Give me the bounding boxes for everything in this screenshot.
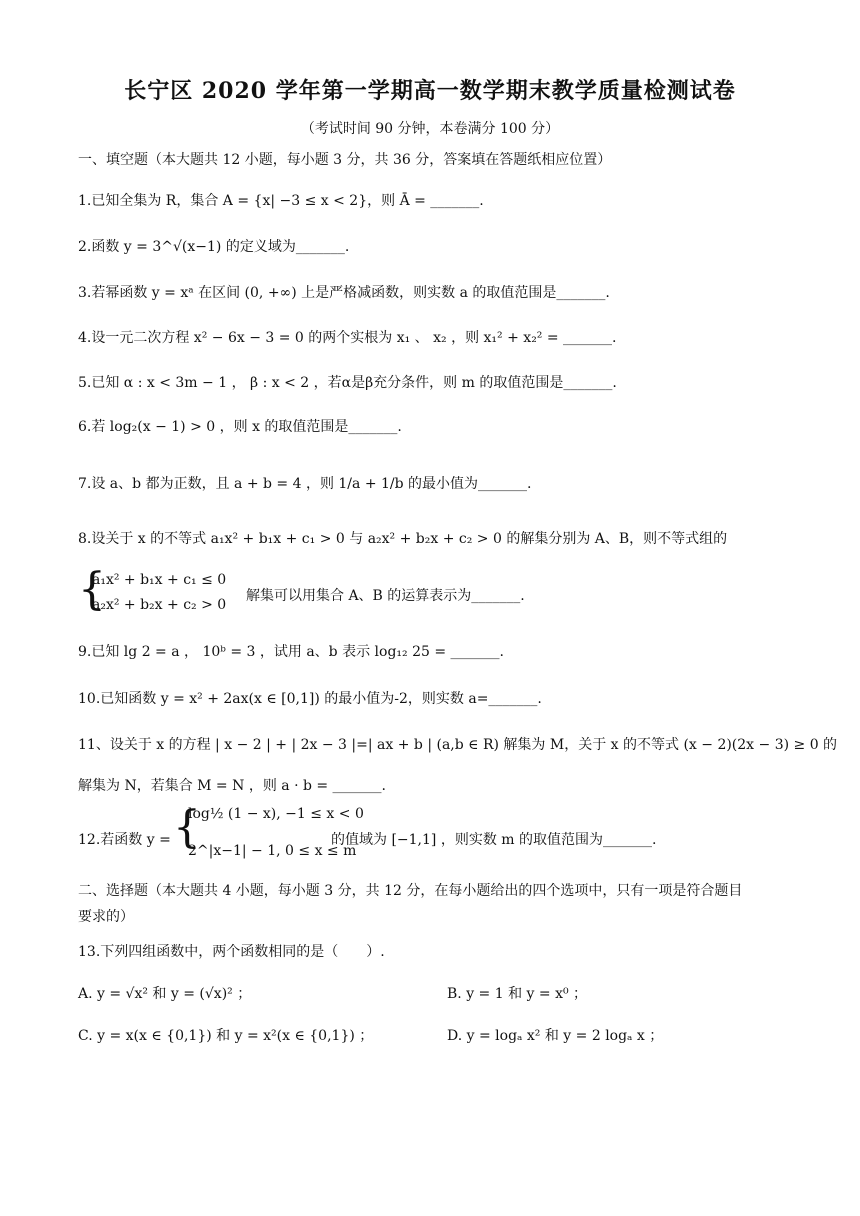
- question-8-tail: 解集可以用集合 A、B 的运算表示为_______.: [246, 588, 525, 604]
- option-a: A. y = √x² 和 y = (√x)² ；: [78, 986, 252, 1002]
- question-12-head: 12.若函数 y =: [78, 832, 171, 848]
- question-9: 9.已知 lg 2 = a ， 10ᵇ = 3 ，试用 a、b 表示 log₁₂ 25 = _______.: [78, 644, 504, 660]
- option-c: C. y = x(x ∈ {0,1}) 和 y = x²(x ∈ {0,1}) ；: [78, 1028, 374, 1044]
- question-11-line-1: 11、设关于 x 的方程 | x − 2 | + | 2x − 3 |=| ax + b | (a,b ∈ R) 解集为 M，关于 x 的不等式 (x − 2)(2x − 3) ≥ 0 的: [78, 737, 838, 753]
- question-2: 2.函数 y = 3^√(x−1) 的定义域为_______.: [78, 239, 350, 255]
- question-10: 10.已知函数 y = x² + 2ax(x ∈ [0,1]) 的最小值为-2，则实数 a=_______.: [78, 691, 542, 707]
- question-8-system-row-2: a₂x² + b₂x + c₂ > 0: [92, 597, 227, 613]
- exam-subtitle: （考试时间 90 分钟，本卷满分 100 分）: [300, 121, 560, 137]
- question-8-line-1: 8.设关于 x 的不等式 a₁x² + b₁x + c₁ > 0 与 a₂x² + b₂x + c₂ > 0 的解集分别为 A、B，则不等式组的: [78, 531, 728, 547]
- question-12-case-1: log½ (1 − x), −1 ≤ x < 0: [188, 806, 364, 822]
- question-8-system-row-1: a₁x² + b₁x + c₁ ≤ 0: [92, 572, 227, 588]
- option-b: B. y = 1 和 y = x⁰ ；: [447, 986, 588, 1002]
- question-13: 13.下列四组函数中，两个函数相同的是（ ）.: [78, 944, 385, 960]
- section-2-heading-line-2: 要求的）: [78, 909, 134, 925]
- question-5: 5.已知 α : x < 3m − 1 ， β : x < 2 ，若α是β充分条件，则 m 的取值范围是_______.: [78, 375, 617, 391]
- question-4: 4.设一元二次方程 x² − 6x − 3 = 0 的两个实根为 x₁ 、 x₂ ，则 x₁² + x₂² = _______.: [78, 330, 617, 346]
- option-d: D. y = logₐ x² 和 y = 2 logₐ x ；: [447, 1028, 664, 1044]
- brace-symbol: {: [173, 802, 201, 853]
- section-2-heading-line-1: 二、选择题（本大题共 4 小题，每小题 3 分，共 12 分，在每小题给出的四个选项中，只有一项是符合题目: [78, 883, 743, 899]
- question-11-line-2: 解集为 N，若集合 M = N ，则 a · b = _______.: [78, 778, 387, 794]
- brace-symbol: {: [78, 564, 106, 615]
- question-6: 6.若 log₂(x − 1) > 0 ，则 x 的取值范围是_______.: [78, 419, 402, 435]
- question-7: 7.设 a、b 都为正数，且 a + b = 4 ，则 1/a + 1/b 的最小值为_______.: [78, 476, 532, 492]
- question-1: 1.已知全集为 R，集合 A = {x| −3 ≤ x < 2}，则 Ā = _______.: [78, 193, 484, 209]
- section-1-heading: 一、填空题（本大题共 12 小题，每小题 3 分，共 36 分，答案填在答题纸相应位置）: [78, 152, 612, 168]
- question-12-tail: 的值域为 [−1,1] ，则实数 m 的取值范围为_______.: [331, 832, 657, 848]
- question-12-case-2: 2^|x−1| − 1, 0 ≤ x ≤ m: [188, 843, 357, 859]
- exam-title: 长宁区 2020 学年第一学期高一数学期末教学质量检测试卷: [124, 78, 736, 104]
- question-3: 3.若幂函数 y = xᵃ 在区间 (0, +∞) 上是严格减函数，则实数 a 的取值范围是_______.: [78, 285, 610, 301]
